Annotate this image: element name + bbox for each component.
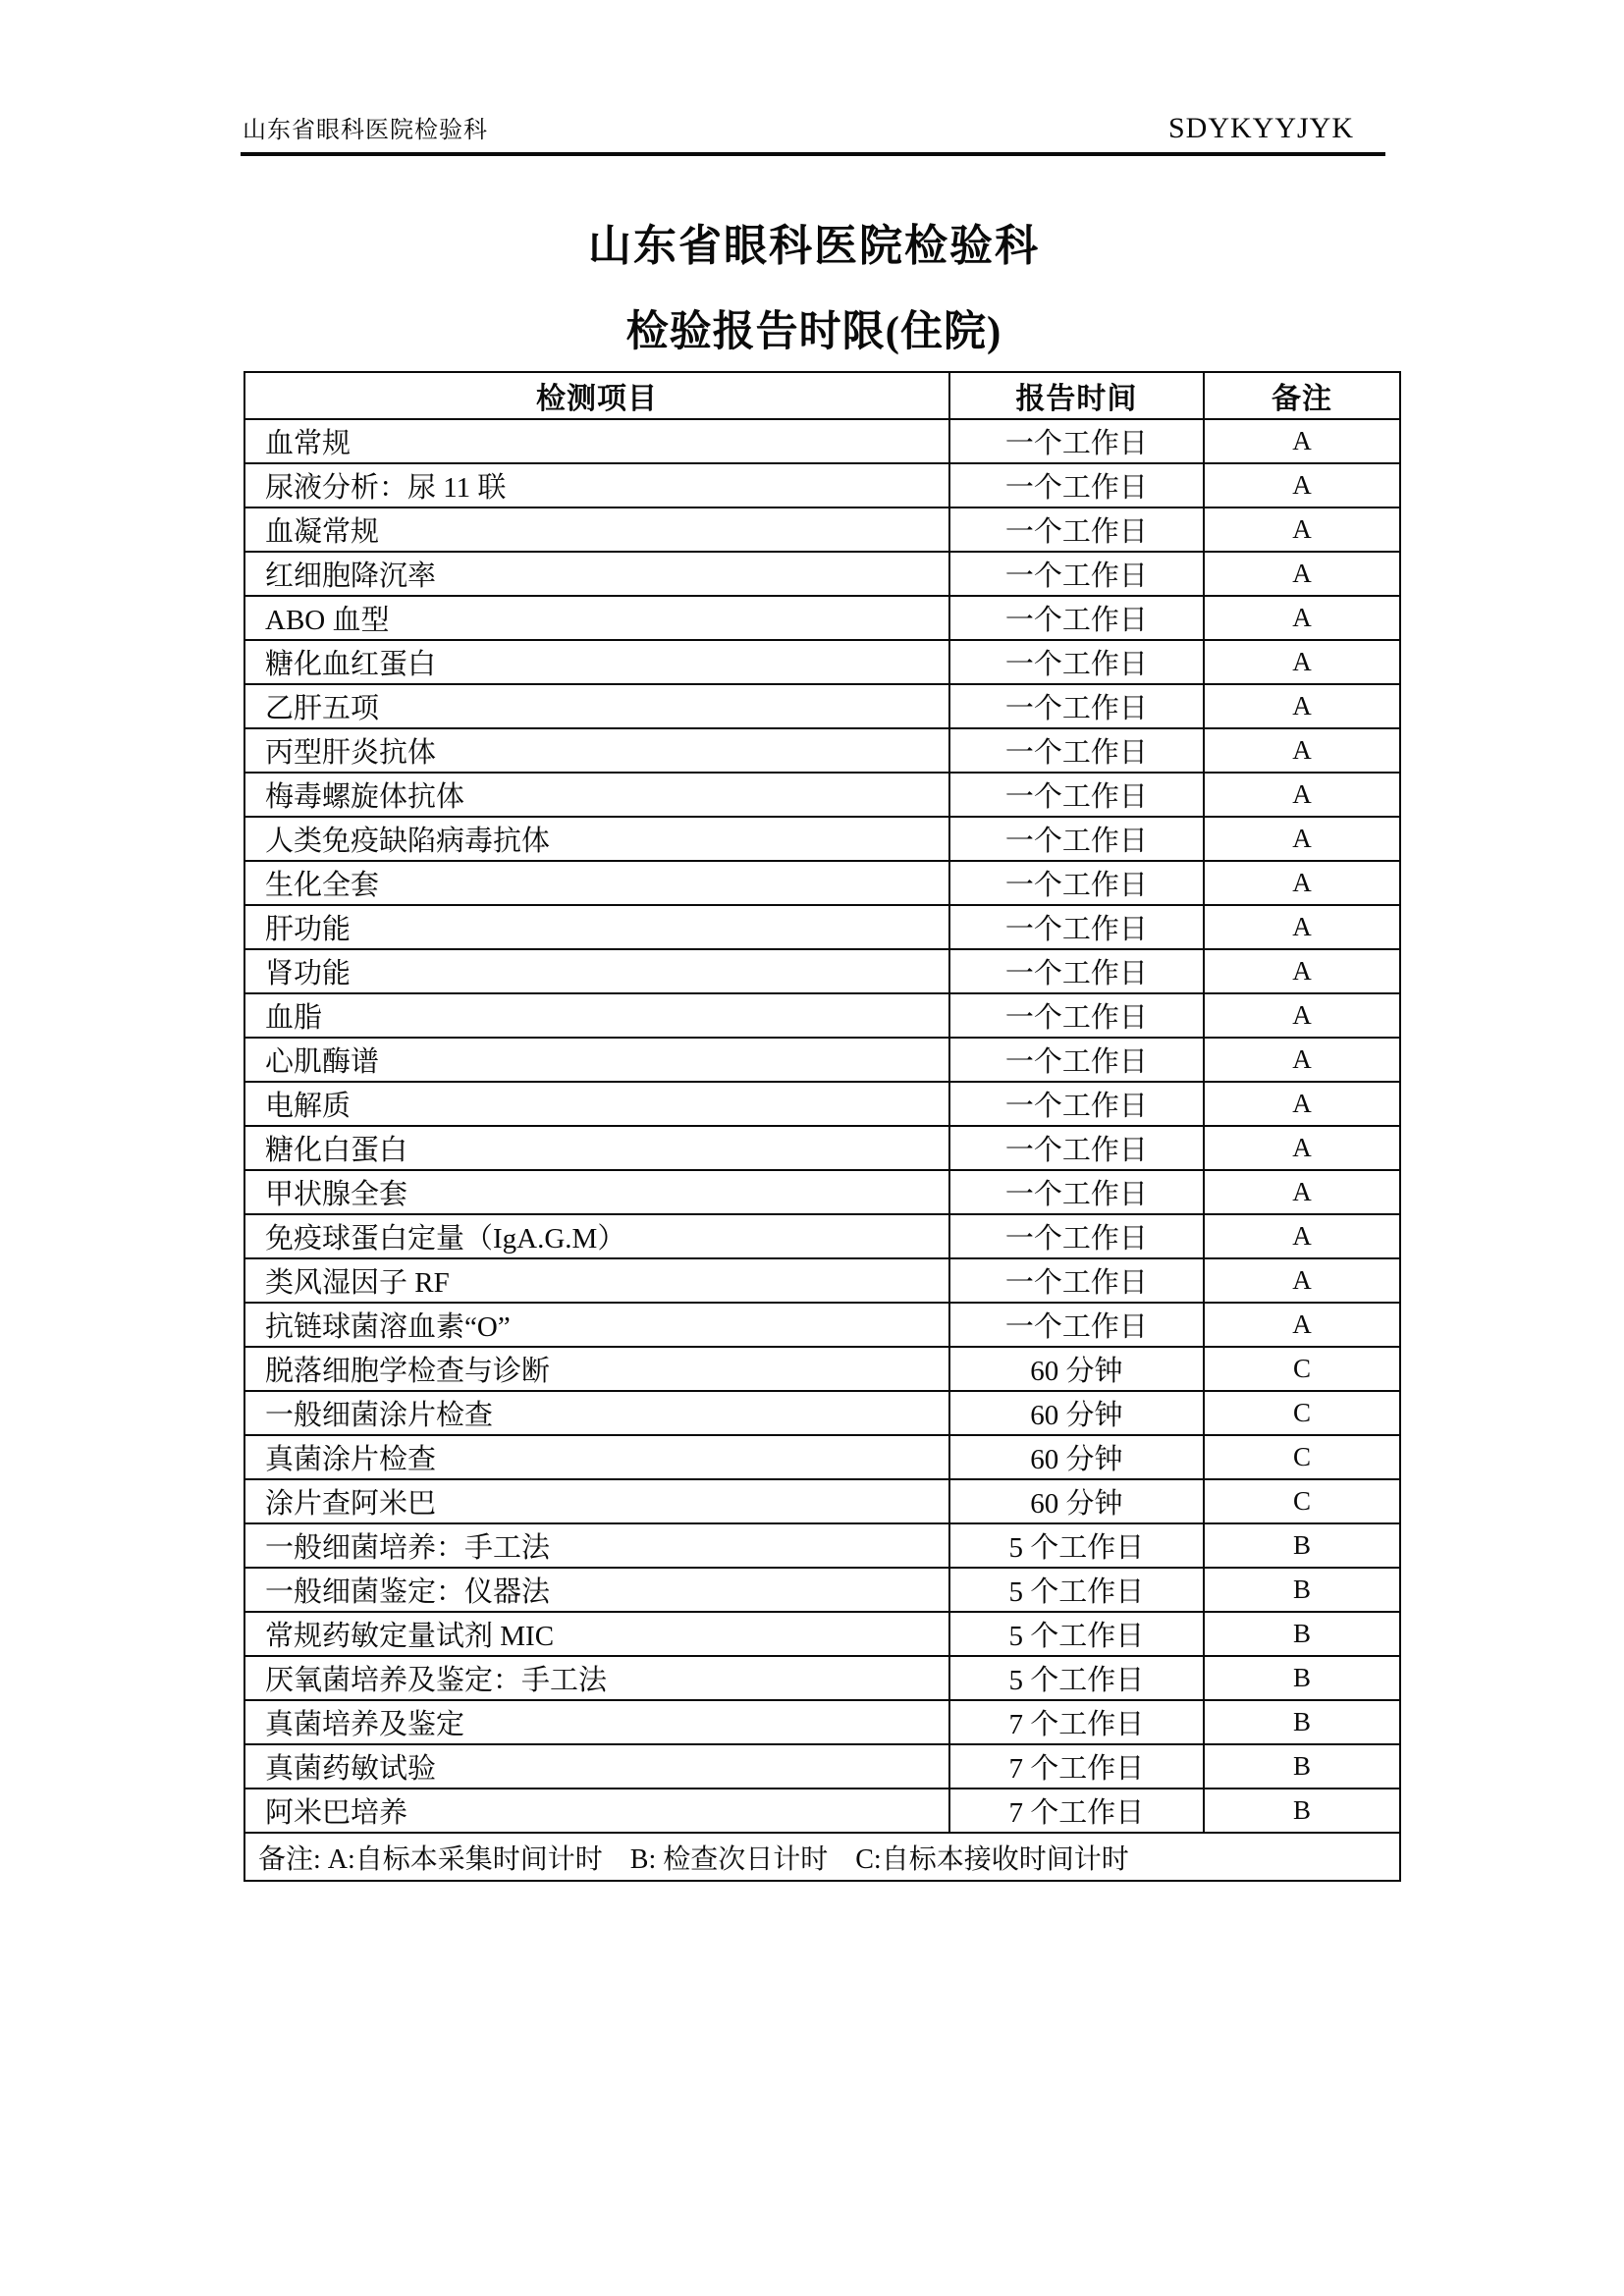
table-row bbox=[244, 905, 1400, 949]
test-item-cell: 涂片查阿米巴 bbox=[244, 1479, 949, 1523]
note-cell: A bbox=[1204, 1170, 1400, 1214]
report-time-cell: 一个工作日 bbox=[949, 861, 1204, 905]
table-row bbox=[244, 684, 1400, 728]
test-item-cell: 糖化血红蛋白 bbox=[244, 640, 949, 684]
report-time-cell: 一个工作日 bbox=[949, 1082, 1204, 1126]
note-cell: B bbox=[1204, 1523, 1400, 1568]
report-time-cell: 一个工作日 bbox=[949, 817, 1204, 861]
table-row bbox=[244, 1789, 1400, 1833]
note-cell: A bbox=[1204, 993, 1400, 1038]
note-cell: A bbox=[1204, 507, 1400, 552]
table-row bbox=[244, 1435, 1400, 1479]
note-cell: A bbox=[1204, 1258, 1400, 1303]
note-cell: B bbox=[1204, 1789, 1400, 1833]
report-time-cell: 一个工作日 bbox=[949, 1303, 1204, 1347]
table-row bbox=[244, 1744, 1400, 1789]
note-cell: A bbox=[1204, 684, 1400, 728]
table-row bbox=[244, 1391, 1400, 1435]
note-cell: A bbox=[1204, 463, 1400, 507]
document-title: 山东省眼科医院检验科 bbox=[588, 222, 1040, 270]
report-time-cell: 7 个工作日 bbox=[949, 1789, 1204, 1833]
table-header-row bbox=[244, 372, 1400, 419]
report-time-cell: 5 个工作日 bbox=[949, 1612, 1204, 1656]
report-time-cell: 60 分钟 bbox=[949, 1479, 1204, 1523]
table-row bbox=[244, 949, 1400, 993]
note-cell: A bbox=[1204, 552, 1400, 596]
table-row bbox=[244, 861, 1400, 905]
table-row bbox=[244, 507, 1400, 552]
note-cell: A bbox=[1204, 1214, 1400, 1258]
test-item-cell: 一般细菌鉴定：仪器法 bbox=[244, 1568, 949, 1612]
test-item-cell: 血常规 bbox=[244, 419, 949, 463]
table-row bbox=[244, 728, 1400, 773]
test-item-cell: 阿米巴培养 bbox=[244, 1789, 949, 1833]
test-item-cell: 甲状腺全套 bbox=[244, 1170, 949, 1214]
table-row bbox=[244, 1700, 1400, 1744]
table-row bbox=[244, 596, 1400, 640]
note-cell: C bbox=[1204, 1347, 1400, 1391]
table-row bbox=[244, 1568, 1400, 1612]
document-subtitle: 检验报告时限(住院) bbox=[625, 309, 1002, 355]
table-row bbox=[244, 1082, 1400, 1126]
report-time-cell: 一个工作日 bbox=[949, 1170, 1204, 1214]
test-item-cell: 糖化白蛋白 bbox=[244, 1126, 949, 1170]
test-item-cell: 生化全套 bbox=[244, 861, 949, 905]
note-cell: A bbox=[1204, 419, 1400, 463]
report-time-cell: 7 个工作日 bbox=[949, 1700, 1204, 1744]
table-row bbox=[244, 1258, 1400, 1303]
report-time-cell: 一个工作日 bbox=[949, 905, 1204, 949]
table-row bbox=[244, 419, 1400, 463]
test-item-cell: ABO 血型 bbox=[244, 596, 949, 640]
test-item-cell: 常规药敏定量试剂 MIC bbox=[244, 1612, 949, 1656]
report-time-cell: 7 个工作日 bbox=[949, 1744, 1204, 1789]
report-time-cell: 一个工作日 bbox=[949, 684, 1204, 728]
table-head bbox=[244, 372, 1400, 419]
table-row bbox=[244, 1479, 1400, 1523]
note-cell: A bbox=[1204, 949, 1400, 993]
report-time-cell: 一个工作日 bbox=[949, 993, 1204, 1038]
note-cell: A bbox=[1204, 1126, 1400, 1170]
test-item-cell: 红细胞降沉率 bbox=[244, 552, 949, 596]
report-time-cell: 5 个工作日 bbox=[949, 1568, 1204, 1612]
table-row bbox=[244, 1656, 1400, 1700]
report-time-limit-table bbox=[244, 371, 1401, 1882]
report-time-cell: 一个工作日 bbox=[949, 552, 1204, 596]
table-row bbox=[244, 773, 1400, 817]
table-row bbox=[244, 1523, 1400, 1568]
note-cell: C bbox=[1204, 1479, 1400, 1523]
test-item-cell: 尿液分析：尿 11 联 bbox=[244, 463, 949, 507]
header-code: SDYKYYJYK bbox=[1167, 112, 1354, 144]
header-department-name: 山东省眼科医院检验科 bbox=[243, 118, 488, 143]
report-time-cell: 一个工作日 bbox=[949, 463, 1204, 507]
report-time-cell: 一个工作日 bbox=[949, 1258, 1204, 1303]
note-cell: B bbox=[1204, 1568, 1400, 1612]
note-cell: A bbox=[1204, 728, 1400, 773]
note-cell: A bbox=[1204, 1303, 1400, 1347]
note-cell: B bbox=[1204, 1656, 1400, 1700]
report-time-cell: 一个工作日 bbox=[949, 1038, 1204, 1082]
note-cell: A bbox=[1204, 596, 1400, 640]
note-cell: A bbox=[1204, 861, 1400, 905]
test-item-cell: 一般细菌培养：手工法 bbox=[244, 1523, 949, 1568]
report-time-cell: 一个工作日 bbox=[949, 728, 1204, 773]
report-time-cell: 一个工作日 bbox=[949, 949, 1204, 993]
table-foot bbox=[244, 1833, 1400, 1881]
report-time-cell: 一个工作日 bbox=[949, 1214, 1204, 1258]
test-item-cell: 真菌培养及鉴定 bbox=[244, 1700, 949, 1744]
column-header-note: 备注 bbox=[1204, 372, 1400, 419]
test-item-cell: 电解质 bbox=[244, 1082, 949, 1126]
test-item-cell: 乙肝五项 bbox=[244, 684, 949, 728]
test-item-cell: 血凝常规 bbox=[244, 507, 949, 552]
test-item-cell: 一般细菌涂片检查 bbox=[244, 1391, 949, 1435]
note-cell: B bbox=[1204, 1744, 1400, 1789]
table-row bbox=[244, 463, 1400, 507]
column-header-report-time: 报告时间 bbox=[949, 372, 1204, 419]
note-cell: C bbox=[1204, 1391, 1400, 1435]
report-time-cell: 一个工作日 bbox=[949, 1126, 1204, 1170]
report-time-cell: 60 分钟 bbox=[949, 1435, 1204, 1479]
table-row bbox=[244, 1347, 1400, 1391]
test-item-cell: 类风湿因子 RF bbox=[244, 1258, 949, 1303]
table-row bbox=[244, 1303, 1400, 1347]
page-header bbox=[241, 110, 1385, 156]
note-cell: B bbox=[1204, 1612, 1400, 1656]
report-time-cell: 5 个工作日 bbox=[949, 1523, 1204, 1568]
report-time-cell: 60 分钟 bbox=[949, 1347, 1204, 1391]
table-row bbox=[244, 552, 1400, 596]
note-cell: A bbox=[1204, 817, 1400, 861]
table-row bbox=[244, 993, 1400, 1038]
report-time-cell: 5 个工作日 bbox=[949, 1656, 1204, 1700]
test-item-cell: 人类免疫缺陷病毒抗体 bbox=[244, 817, 949, 861]
test-item-cell: 真菌药敏试验 bbox=[244, 1744, 949, 1789]
table-row bbox=[244, 1214, 1400, 1258]
table-row bbox=[244, 1612, 1400, 1656]
table-row bbox=[244, 640, 1400, 684]
report-time-cell: 一个工作日 bbox=[949, 773, 1204, 817]
test-item-cell: 肾功能 bbox=[244, 949, 949, 993]
note-cell: A bbox=[1204, 640, 1400, 684]
table-row bbox=[244, 1038, 1400, 1082]
note-cell: B bbox=[1204, 1700, 1400, 1744]
test-item-cell: 脱落细胞学检查与诊断 bbox=[244, 1347, 949, 1391]
report-time-cell: 一个工作日 bbox=[949, 419, 1204, 463]
report-time-cell: 60 分钟 bbox=[949, 1391, 1204, 1435]
test-item-cell: 免疫球蛋白定量（IgA.G.M） bbox=[244, 1214, 949, 1258]
report-time-cell: 一个工作日 bbox=[949, 640, 1204, 684]
report-time-cell: 一个工作日 bbox=[949, 596, 1204, 640]
note-cell: A bbox=[1204, 905, 1400, 949]
test-item-cell: 肝功能 bbox=[244, 905, 949, 949]
table-body bbox=[244, 419, 1400, 1833]
note-cell: A bbox=[1204, 1038, 1400, 1082]
table-row bbox=[244, 1126, 1400, 1170]
test-item-cell: 血脂 bbox=[244, 993, 949, 1038]
report-time-cell: 一个工作日 bbox=[949, 507, 1204, 552]
note-cell: C bbox=[1204, 1435, 1400, 1479]
test-item-cell: 厌氧菌培养及鉴定：手工法 bbox=[244, 1656, 949, 1700]
test-item-cell: 丙型肝炎抗体 bbox=[244, 728, 949, 773]
table-row bbox=[244, 817, 1400, 861]
footnote-row bbox=[244, 1833, 1400, 1881]
footnote-text: 备注: A:自标本采集时间计时 B: 检查次日计时 C:自标本接收时间计时 bbox=[244, 1833, 1400, 1881]
note-cell: A bbox=[1204, 773, 1400, 817]
column-header-test-item: 检测项目 bbox=[244, 372, 949, 419]
test-item-cell: 抗链球菌溶血素“O” bbox=[244, 1303, 949, 1347]
note-cell: A bbox=[1204, 1082, 1400, 1126]
test-item-cell: 真菌涂片检查 bbox=[244, 1435, 949, 1479]
test-item-cell: 心肌酶谱 bbox=[244, 1038, 949, 1082]
table-row bbox=[244, 1170, 1400, 1214]
test-item-cell: 梅毒螺旋体抗体 bbox=[244, 773, 949, 817]
